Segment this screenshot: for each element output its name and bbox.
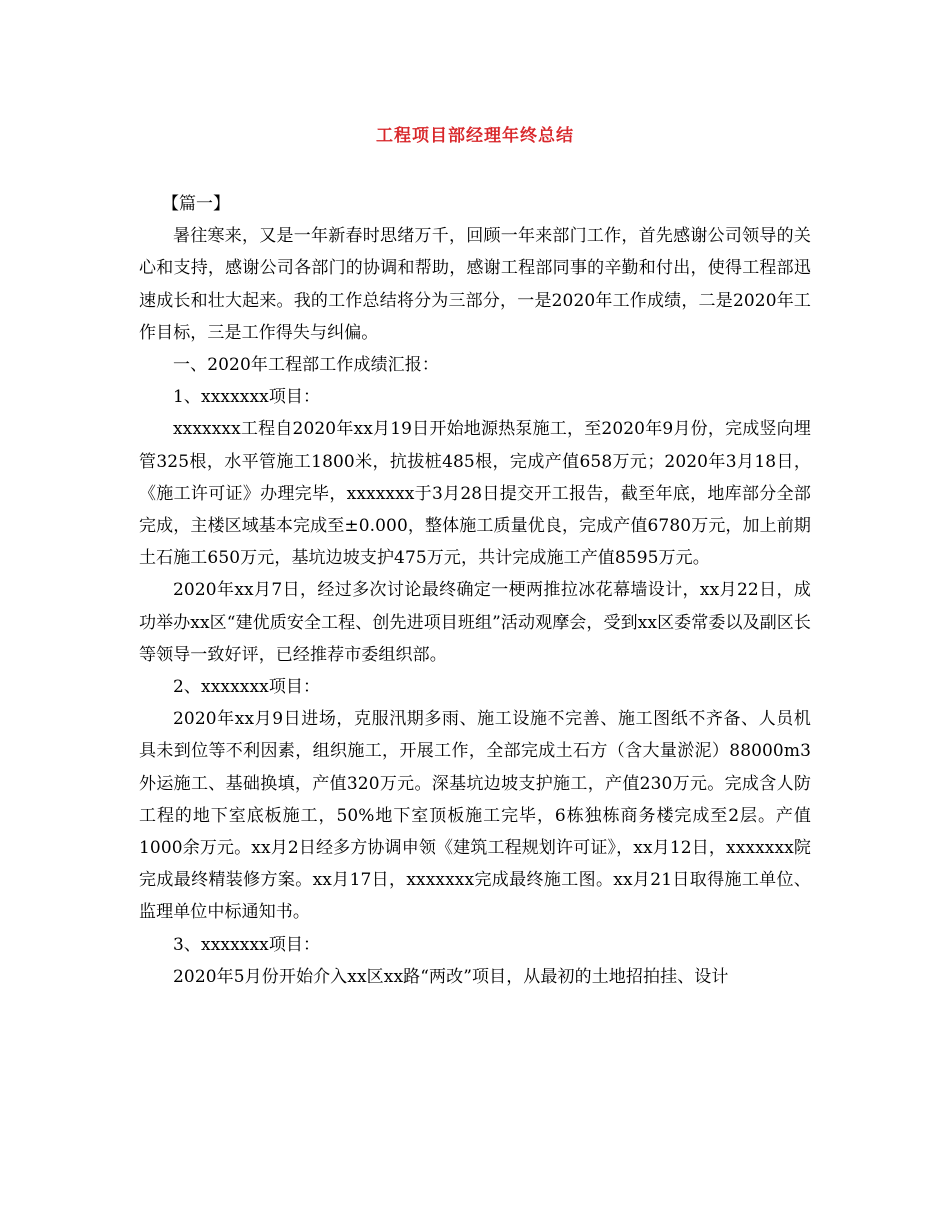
heading-project-3: 3、xxxxxxx项目： <box>173 934 321 955</box>
paragraph-project-3-progress: 2020年5月份开始介入xx区xx路“两改”项目，从最初的土地招拍挂、设计 <box>173 966 729 987</box>
paragraph-project-2-progress: 2020年xx月9日进场，克服汛期多雨、施工设施不完善、施工图纸不齐备、人员机具未到位等不利因素，组织施工，开展工作，全部完成土石方（含大量淤泥）88000m3外运施工、基础换填，产值320万元。深基坑边坡支护施工，产值230万元。完成含人防工程的地下室底板施工，50%地下室顶板施工完毕，6栋独栋商务楼完成至2层。产值1000余万元。xx月2日经多方协调申领《建筑工程规划许可证》，xx月12日，xxxxxxx院完成最终精装修方案。xx月17日，xxxxxxx完成最终施工图。xx月21日取得施工单位、监理单位中标通知书。 <box>139 709 811 923</box>
heading-project-2: 2、xxxxxxx项目： <box>173 677 321 698</box>
section-tag: 【篇一】 <box>162 194 230 214</box>
heading-achievements: 一、2020年工程部工作成绩汇报： <box>173 355 439 376</box>
document-title: 工程项目部经理年终总结 <box>376 126 574 146</box>
paragraph-project-1-progress: xxxxxxx工程自2020年xx月19日开始地源热泵施工，至2020年9月份，完成竖向埋管325根，水平管施工1800米，抗拔桩485根，完成产值658万元；2020年3月18日，《施工许可证》办理完毕，xxxxxxx于3月28日提交开工报告，截至年底，地库部分全部完成，主楼区域基本完成至±0.000，整体施工质量优良，完成产值6780万元，加上前期土石施工650万元，基坑边坡支护475万元，共计完成施工产值8595万元。 <box>139 419 811 569</box>
document-page <box>139 118 811 993</box>
paragraph-intro: 暑往寒来，又是一年新春时思绪万千，回顾一年来部门工作，首先感谢公司领导的关心和支持，感谢公司各部门的协调和帮助，感谢工程部同事的辛勤和付出，使得工程部迅速成长和壮大起来。我的工作总结将分为三部分，一是2020年工作成绩，二是2020年工作目标，三是工作得失与纠偏。 <box>139 226 811 343</box>
paragraph-project-1-events: 2020年xx月7日，经过多次讨论最终确定一梗两推拉冰花幕墙设计，xx月22日，成功举办xx区“建优质安全工程、创先进项目班组”活动观摩会，受到xx区委常委以及副区长等领导一致好评，已经推荐市委组织部。 <box>139 580 811 665</box>
heading-project-1: 1、xxxxxxx项目： <box>173 387 321 408</box>
